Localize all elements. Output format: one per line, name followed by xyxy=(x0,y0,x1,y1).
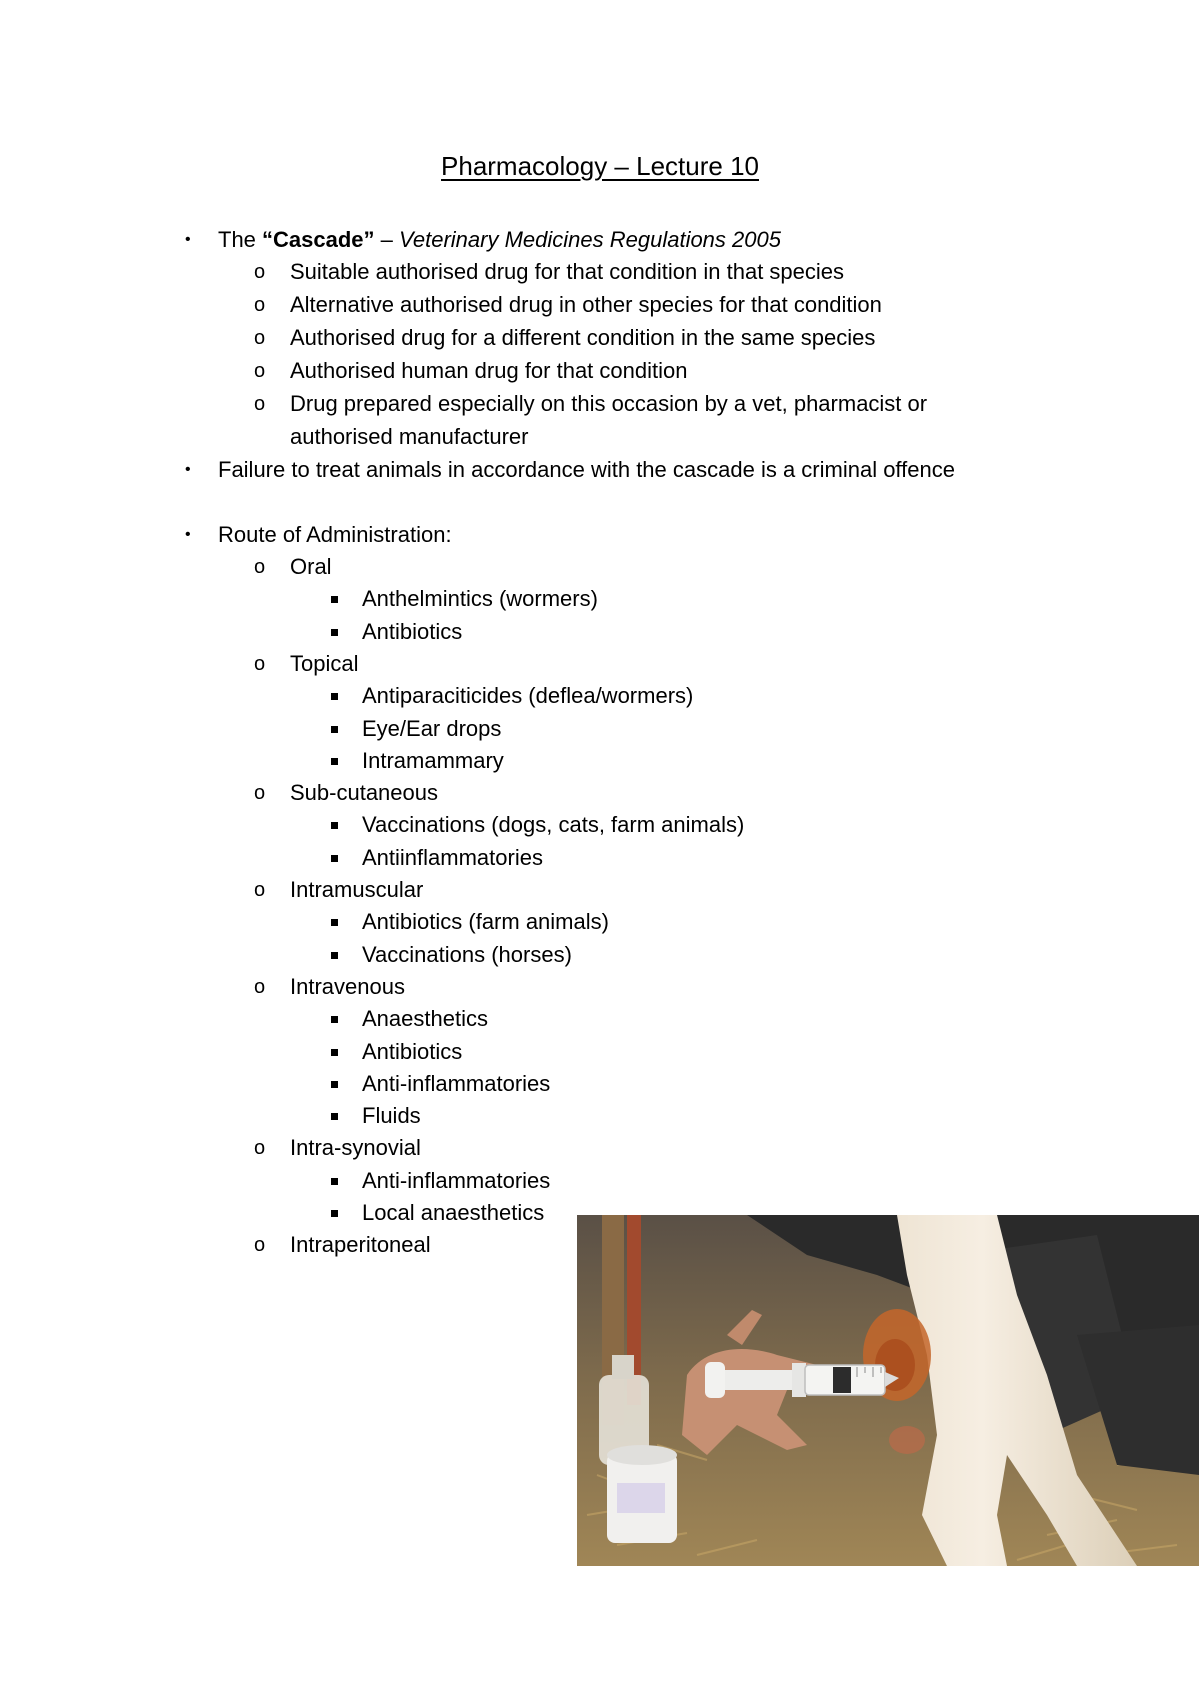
square-bullet xyxy=(331,1113,338,1120)
square-bullet xyxy=(331,1016,338,1023)
route-item: Local anaesthetics xyxy=(362,1200,545,1225)
square-bullet xyxy=(331,952,338,959)
square-bullet xyxy=(331,629,338,636)
page-title: Pharmacology – Lecture 10 xyxy=(441,151,759,181)
route-item: Vaccinations (horses) xyxy=(362,941,572,967)
square-bullet xyxy=(331,693,338,700)
square-bullet xyxy=(331,1049,338,1056)
bullet: o xyxy=(254,393,266,415)
square-bullet xyxy=(331,1178,338,1185)
bullet: • xyxy=(185,231,191,248)
bullet: o xyxy=(254,360,266,382)
square-bullet xyxy=(331,758,338,765)
route-name: Intramuscular xyxy=(290,877,424,902)
square-bullet xyxy=(331,1210,338,1217)
route-name: Intravenous xyxy=(290,973,405,999)
cascade-heading: The “Cascade” – Veterinary Medicines Regulations 2005 xyxy=(218,227,781,252)
route-item: Eye/Ear drops xyxy=(362,715,502,741)
route-item: Fluids xyxy=(362,1103,421,1129)
route-item: Antibiotics (farm animals) xyxy=(362,909,609,935)
route-item: Anti-inflammatories xyxy=(362,1070,551,1096)
square-bullet xyxy=(331,726,338,733)
route-item: Anthelmintics (wormers) xyxy=(362,586,598,612)
bullet: o xyxy=(254,879,266,901)
cascade-step: authorised manufacturer xyxy=(290,424,529,449)
cascade-step: Authorised human drug for that condition xyxy=(290,358,688,383)
bullet: • xyxy=(185,526,191,543)
bullet: o xyxy=(254,975,266,998)
route-item: Antiinflammatories xyxy=(362,844,543,870)
route-item: Antibiotics xyxy=(362,1038,463,1064)
route-item: Intramammary xyxy=(362,747,504,773)
square-bullet xyxy=(331,1081,338,1088)
routes-heading: Route of Administration: xyxy=(218,522,452,547)
route-item: Antiparaciticides (deflea/wormers) xyxy=(362,683,694,709)
bullet: o xyxy=(254,1137,266,1160)
route-item: Anti-inflammatories xyxy=(362,1167,551,1193)
bullet: o xyxy=(254,1234,266,1257)
square-bullet xyxy=(331,855,338,862)
cascade-step: Authorised drug for a different condition in the same species xyxy=(290,325,876,350)
injection-photo xyxy=(577,1215,1199,1566)
bullet: o xyxy=(254,327,266,349)
route-name: Oral xyxy=(290,554,332,579)
bullet: • xyxy=(185,461,191,478)
bullet: o xyxy=(254,261,266,283)
route-name: Intra-synovial xyxy=(290,1135,421,1161)
route-item: Antibiotics xyxy=(362,618,463,644)
route-name: Sub-cutaneous xyxy=(290,780,438,806)
cascade-step: Drug prepared especially on this occasion by a vet, pharmacist or xyxy=(290,391,928,416)
route-name: Topical xyxy=(290,650,359,676)
route-item: Anaesthetics xyxy=(362,1006,488,1032)
cascade-offence: Failure to treat animals in accordance with the cascade is a criminal offence xyxy=(218,457,955,482)
route-name: Intraperitoneal xyxy=(290,1232,431,1258)
bullet: o xyxy=(254,556,266,578)
route-item: Vaccinations (dogs, cats, farm animals) xyxy=(362,812,745,838)
bullet: o xyxy=(254,782,266,805)
square-bullet xyxy=(331,919,338,926)
cascade-step: Suitable authorised drug for that condition in that species xyxy=(290,259,845,284)
bullet: o xyxy=(254,294,266,316)
bullet: o xyxy=(254,652,266,675)
square-bullet xyxy=(331,822,338,829)
cascade-step: Alternative authorised drug in other species for that condition xyxy=(290,292,882,317)
square-bullet xyxy=(331,596,338,603)
